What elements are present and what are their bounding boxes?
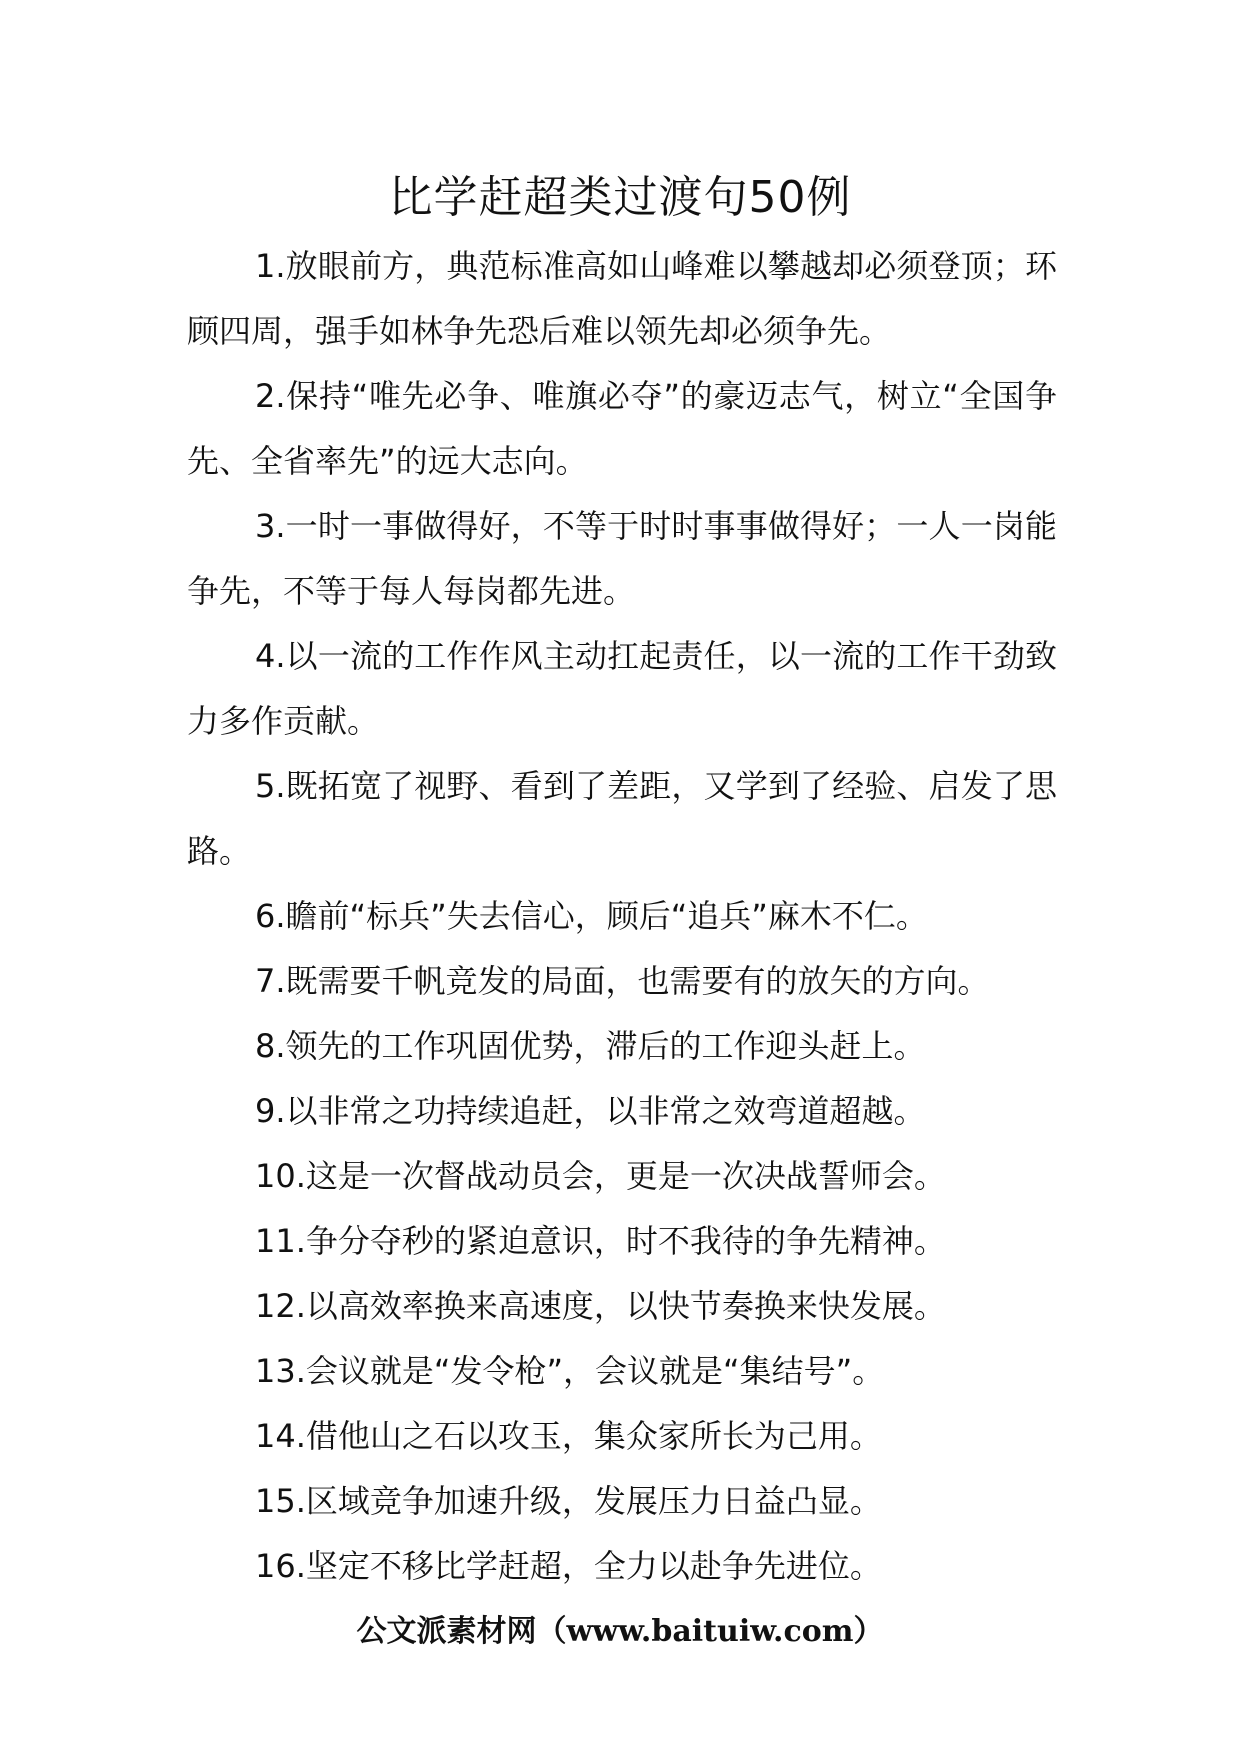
paragraph: 10.这是一次督战动员会，更是一次决战誓师会。 (255, 1157, 946, 1195)
paragraph: 14.借他山之石以攻玉，集众家所长为己用。 (255, 1417, 882, 1455)
document-body (187, 234, 1057, 1599)
paragraph: 16.坚定不移比学赶超，全力以赴争先进位。 (255, 1547, 882, 1585)
page-footer: 公文派素材网（www.baituiw.com） (356, 1614, 884, 1649)
paragraph: 5.既拓宽了视野、看到了差距，又学到了经验、启发了思路。 (187, 767, 1057, 870)
paragraph: 2.保持“唯先必争、唯旗必夺”的豪迈志气，树立“全国争先、全省率先”的远大志向。 (187, 377, 1057, 480)
paragraph: 12.以高效率换来高速度，以快节奏换来快发展。 (255, 1287, 946, 1325)
paragraph: 11.争分夺秒的紧迫意识，时不我待的争先精神。 (255, 1222, 946, 1260)
paragraph: 8.领先的工作巩固优势，滞后的工作迎头赶上。 (255, 1027, 926, 1065)
paragraph: 9.以非常之功持续追赶，以非常之效弯道超越。 (255, 1092, 926, 1130)
paragraph: 1.放眼前方，典范标准高如山峰难以攀越却必须登顶；环顾四周，强手如林争先恐后难以领先却必须争先。 (187, 247, 1057, 350)
paragraph: 7.既需要千帆竞发的局面，也需要有的放矢的方向。 (255, 962, 990, 1000)
paragraph: 15.区域竞争加速升级，发展压力日益凸显。 (255, 1482, 882, 1520)
document-title: 比学赶超类过渡句50例 (388, 172, 852, 223)
paragraph: 3.一时一事做得好，不等于时时事事做得好；一人一岗能争先，不等于每人每岗都先进。 (187, 507, 1057, 610)
paragraph: 6.瞻前“标兵”失去信心，顾后“追兵”麻木不仁。 (255, 897, 928, 935)
paragraph: 13.会议就是“发令枪”，会议就是“集结号”。 (255, 1352, 885, 1390)
paragraph: 4.以一流的工作作风主动扛起责任，以一流的工作干劲致力多作贡献。 (187, 637, 1057, 740)
